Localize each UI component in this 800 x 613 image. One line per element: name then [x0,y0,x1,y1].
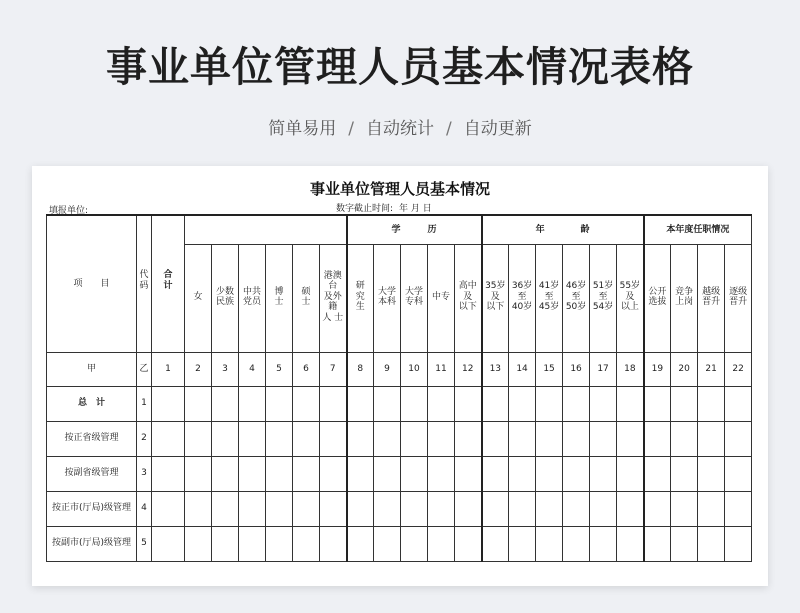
age-group-label: 年 龄 [535,224,590,235]
column-header-top: 中共 [242,286,261,297]
data-cell[interactable] [152,456,185,491]
data-cell[interactable] [644,386,671,421]
data-cell[interactable] [212,491,239,526]
row-code: 1 [137,386,152,421]
feature-tags [0,114,800,139]
data-cell[interactable] [185,526,212,561]
data-cell[interactable] [563,421,590,456]
index-cell: 15 [536,352,563,386]
fill-unit-label: 填报单位: [49,206,89,216]
index-cell: 18 [617,352,644,386]
data-cell[interactable] [509,456,536,491]
index-cell: 21 [698,352,725,386]
data-cell[interactable] [212,386,239,421]
data-cell[interactable] [590,526,617,561]
data-cell[interactable] [455,456,482,491]
data-cell[interactable] [239,421,266,456]
column-header-bottom: 以下 [486,302,505,313]
data-cell[interactable] [212,456,239,491]
column-header-top: 大学 [404,286,423,297]
data-cell[interactable] [320,526,347,561]
data-cell[interactable] [536,421,563,456]
data-cell[interactable] [347,491,374,526]
column-header-mid: 至 [598,291,608,302]
tag-separator: / [348,119,354,139]
data-cell[interactable] [455,421,482,456]
data-cell[interactable] [671,386,698,421]
data-cell[interactable] [266,456,293,491]
column-header [644,244,671,352]
feature-tag: 自动统计 [366,119,434,139]
column-header-mid: 及 [490,291,500,302]
data-cell[interactable] [698,386,725,421]
column-header [482,244,509,352]
data-cell[interactable] [644,526,671,561]
column-header-bottom: 54岁 [592,302,614,313]
column-header-top: 51岁 [592,281,614,292]
data-cell[interactable] [428,526,455,561]
index-cell: 11 [428,352,455,386]
data-cell[interactable] [617,456,644,491]
column-header-bottom: 士 [274,297,284,307]
column-header-mid: 女 [193,291,203,302]
column-header [536,244,563,352]
row-code: 4 [137,491,152,526]
feature-tag: 简单易用 [268,119,337,139]
column-header [401,244,428,352]
data-cell[interactable] [266,421,293,456]
data-cell[interactable] [509,421,536,456]
data-cell[interactable] [590,456,617,491]
index-row [47,352,752,386]
data-cell[interactable] [152,526,185,561]
deadline [336,201,432,214]
index-cell: 19 [644,352,671,386]
index-cell: 5 [266,352,293,386]
data-cell[interactable] [509,491,536,526]
column-header-top: 55岁 [619,281,641,292]
row-code: 5 [137,526,152,561]
data-cell[interactable] [239,491,266,526]
column-header [293,244,320,352]
data-cell[interactable] [347,421,374,456]
data-cell[interactable] [698,456,725,491]
feature-tag: 自动更新 [463,119,532,139]
data-cell[interactable] [671,421,698,456]
code-header-top: 代 [139,270,149,281]
data-cell[interactable] [320,491,347,526]
data-cell[interactable] [293,386,320,421]
data-cell[interactable] [563,456,590,491]
data-cell[interactable] [428,491,455,526]
column-header-bottom: 党员 [242,297,261,307]
data-cell[interactable] [617,491,644,526]
page-title: 事业单位管理人员基本情况表格 [106,43,694,91]
data-cell[interactable] [563,491,590,526]
data-cell[interactable] [698,526,725,561]
column-header-mid: 至 [571,291,581,302]
data-cell[interactable] [455,526,482,561]
data-cell[interactable] [428,386,455,421]
index-cell: 10 [401,352,428,386]
data-cell[interactable] [617,526,644,561]
data-cell[interactable] [212,526,239,561]
data-cell[interactable] [428,421,455,456]
index-cell: 3 [212,352,239,386]
data-cell[interactable] [725,526,752,561]
data-cell[interactable] [293,456,320,491]
column-header-top: 36岁 [511,281,533,292]
index-cell: 甲 [47,352,137,386]
column-header-bottom: 40岁 [511,302,533,313]
column-header [374,244,401,352]
appointment-group-label: 本年度任职情况 [666,224,730,235]
column-header-top: 港澳台 [323,271,342,292]
data-cell[interactable] [266,491,293,526]
column-header [563,244,590,352]
data-cell[interactable] [152,421,185,456]
column-header [509,244,536,352]
sheet-title: 事业单位管理人员基本情况 [309,180,490,198]
column-header-bottom: 本科 [377,297,396,307]
column-header [266,244,293,352]
column-header [617,244,644,352]
appointment-group-header [644,215,752,244]
index-cell: 6 [293,352,320,386]
row-label: 按副省级管理 [47,456,137,491]
data-cell[interactable] [320,386,347,421]
column-header [320,244,347,352]
code-header-bottom: 码 [139,280,149,291]
data-cell[interactable] [374,386,401,421]
column-header-bottom: 专科 [404,297,423,307]
education-group-label: 学 历 [391,224,437,235]
data-cell[interactable] [671,456,698,491]
column-header-top: 35岁 [485,281,506,292]
column-header-bottom: 生 [355,302,365,313]
column-header-top: 逐级 [729,286,748,297]
column-header-top: 41岁 [538,281,560,292]
column-header [698,244,725,352]
data-cell[interactable] [320,421,347,456]
data-cell[interactable] [401,526,428,561]
data-cell[interactable] [347,456,374,491]
table-row [47,456,752,491]
row-code: 2 [137,421,152,456]
column-header-top: 硕 [301,286,311,297]
column-header-bottom: 民族 [215,297,234,307]
column-header [185,244,212,352]
column-header-top: 大学 [377,286,396,297]
data-cell[interactable] [293,421,320,456]
data-cell[interactable] [482,421,509,456]
data-cell[interactable] [212,421,239,456]
spreadsheet-preview [32,166,768,586]
column-header-bottom: 晋升 [729,297,748,307]
data-cell[interactable] [725,456,752,491]
row-label: 按副市(厅局)级管理 [47,526,137,561]
data-cell[interactable] [401,386,428,421]
data-cell[interactable] [644,456,671,491]
row-label: 总 计 [47,386,137,421]
column-header-top: 公开 [648,286,667,297]
data-cell[interactable] [152,491,185,526]
data-cell[interactable] [725,491,752,526]
data-cell[interactable] [185,491,212,526]
column-header-mid: 中专 [431,291,450,302]
index-cell: 4 [239,352,266,386]
data-cell[interactable] [590,491,617,526]
column-header-top: 少数 [215,286,234,297]
column-header-mid: 及 [625,291,635,302]
data-cell[interactable] [644,491,671,526]
column-header-bottom: 人 士 [322,312,344,323]
column-header-top: 研 [355,281,365,292]
statistics-table [46,214,752,562]
data-cell[interactable] [671,491,698,526]
data-cell[interactable] [266,386,293,421]
code-header [137,215,152,352]
index-cell: 9 [374,352,401,386]
index-cell: 16 [563,352,590,386]
data-cell[interactable] [455,386,482,421]
table-row [47,491,752,526]
column-header [590,244,617,352]
data-cell[interactable] [563,386,590,421]
column-header [455,244,482,352]
data-cell[interactable] [644,421,671,456]
column-header-top: 46岁 [565,281,587,292]
column-header-bottom: 上岗 [675,297,694,307]
data-cell[interactable] [509,386,536,421]
item-header [47,215,137,352]
header-blank [185,215,347,244]
column-header-top: 博 [274,286,284,297]
column-header [725,244,752,352]
data-cell[interactable] [590,386,617,421]
data-cell[interactable] [185,421,212,456]
data-cell[interactable] [185,386,212,421]
index-cell: 12 [455,352,482,386]
data-cell[interactable] [698,491,725,526]
data-cell[interactable] [401,421,428,456]
data-cell[interactable] [671,526,698,561]
data-cell[interactable] [320,456,347,491]
data-cell[interactable] [374,456,401,491]
column-header-top: 高中 [458,281,477,292]
tag-separator: / [446,119,452,139]
data-cell[interactable] [374,421,401,456]
column-header-mid: 究 [355,291,365,302]
table-row [47,421,752,456]
column-header-bottom: 以下 [458,302,477,313]
data-cell[interactable] [401,491,428,526]
deadline-value: 年 月 日 [399,204,432,214]
data-cell[interactable] [293,526,320,561]
data-cell[interactable] [563,526,590,561]
table-row [47,386,752,421]
index-cell: 17 [590,352,617,386]
column-header-mid: 至 [544,291,554,302]
data-cell[interactable] [374,526,401,561]
column-header-mid: 及 [463,291,473,302]
column-header-bottom: 晋升 [702,297,721,307]
index-cell: 13 [482,352,509,386]
column-header-top: 竞争 [675,286,694,297]
data-cell[interactable] [374,491,401,526]
column-header-mid: 至 [517,291,527,302]
column-header-top: 越级 [702,286,721,297]
data-cell[interactable] [347,526,374,561]
column-header [347,244,374,352]
data-cell[interactable] [401,456,428,491]
index-cell: 乙 [137,352,152,386]
row-label: 按正市(厅局)级管理 [47,491,137,526]
data-cell[interactable] [428,456,455,491]
row-label: 按正省级管理 [47,421,137,456]
index-cell: 2 [185,352,212,386]
item-header-label: 项 目 [73,278,110,289]
row-code: 3 [137,456,152,491]
column-header-bottom: 50岁 [565,302,587,313]
data-cell[interactable] [239,526,266,561]
total-header-bottom: 计 [163,280,173,291]
data-cell[interactable] [698,421,725,456]
data-cell[interactable] [536,526,563,561]
column-header-bottom: 45岁 [538,302,560,313]
header-row-groups [47,215,752,244]
column-header [239,244,266,352]
index-cell: 1 [152,352,185,386]
data-cell[interactable] [536,491,563,526]
data-cell[interactable] [482,456,509,491]
column-header [428,244,455,352]
column-header [212,244,239,352]
data-cell[interactable] [266,526,293,561]
column-header-bottom: 选拔 [648,297,667,307]
age-group-header [482,215,644,244]
data-cell[interactable] [617,386,644,421]
column-header-bottom: 以上 [620,302,639,313]
column-header [671,244,698,352]
column-header-bottom: 士 [301,297,311,307]
data-cell[interactable] [590,421,617,456]
data-cell[interactable] [617,421,644,456]
total-header-top: 合 [163,270,173,281]
index-cell: 7 [320,352,347,386]
data-cell[interactable] [185,456,212,491]
data-cell[interactable] [482,386,509,421]
column-header-mid: 及外籍 [323,291,342,313]
index-cell: 8 [347,352,374,386]
total-header [152,215,185,352]
data-cell[interactable] [725,421,752,456]
table-row [47,526,752,561]
deadline-label: 数字截止时间: [336,204,394,214]
data-cell[interactable] [239,456,266,491]
data-cell[interactable] [509,526,536,561]
data-cell[interactable] [482,491,509,526]
data-cell[interactable] [293,491,320,526]
index-cell: 22 [725,352,752,386]
education-group-header [347,215,482,244]
data-cell[interactable] [152,386,185,421]
index-cell: 20 [671,352,698,386]
data-cell[interactable] [347,386,374,421]
data-cell[interactable] [536,386,563,421]
data-cell[interactable] [482,526,509,561]
data-cell[interactable] [455,491,482,526]
data-cell[interactable] [239,386,266,421]
data-cell[interactable] [536,456,563,491]
data-cell[interactable] [725,386,752,421]
index-cell: 14 [509,352,536,386]
